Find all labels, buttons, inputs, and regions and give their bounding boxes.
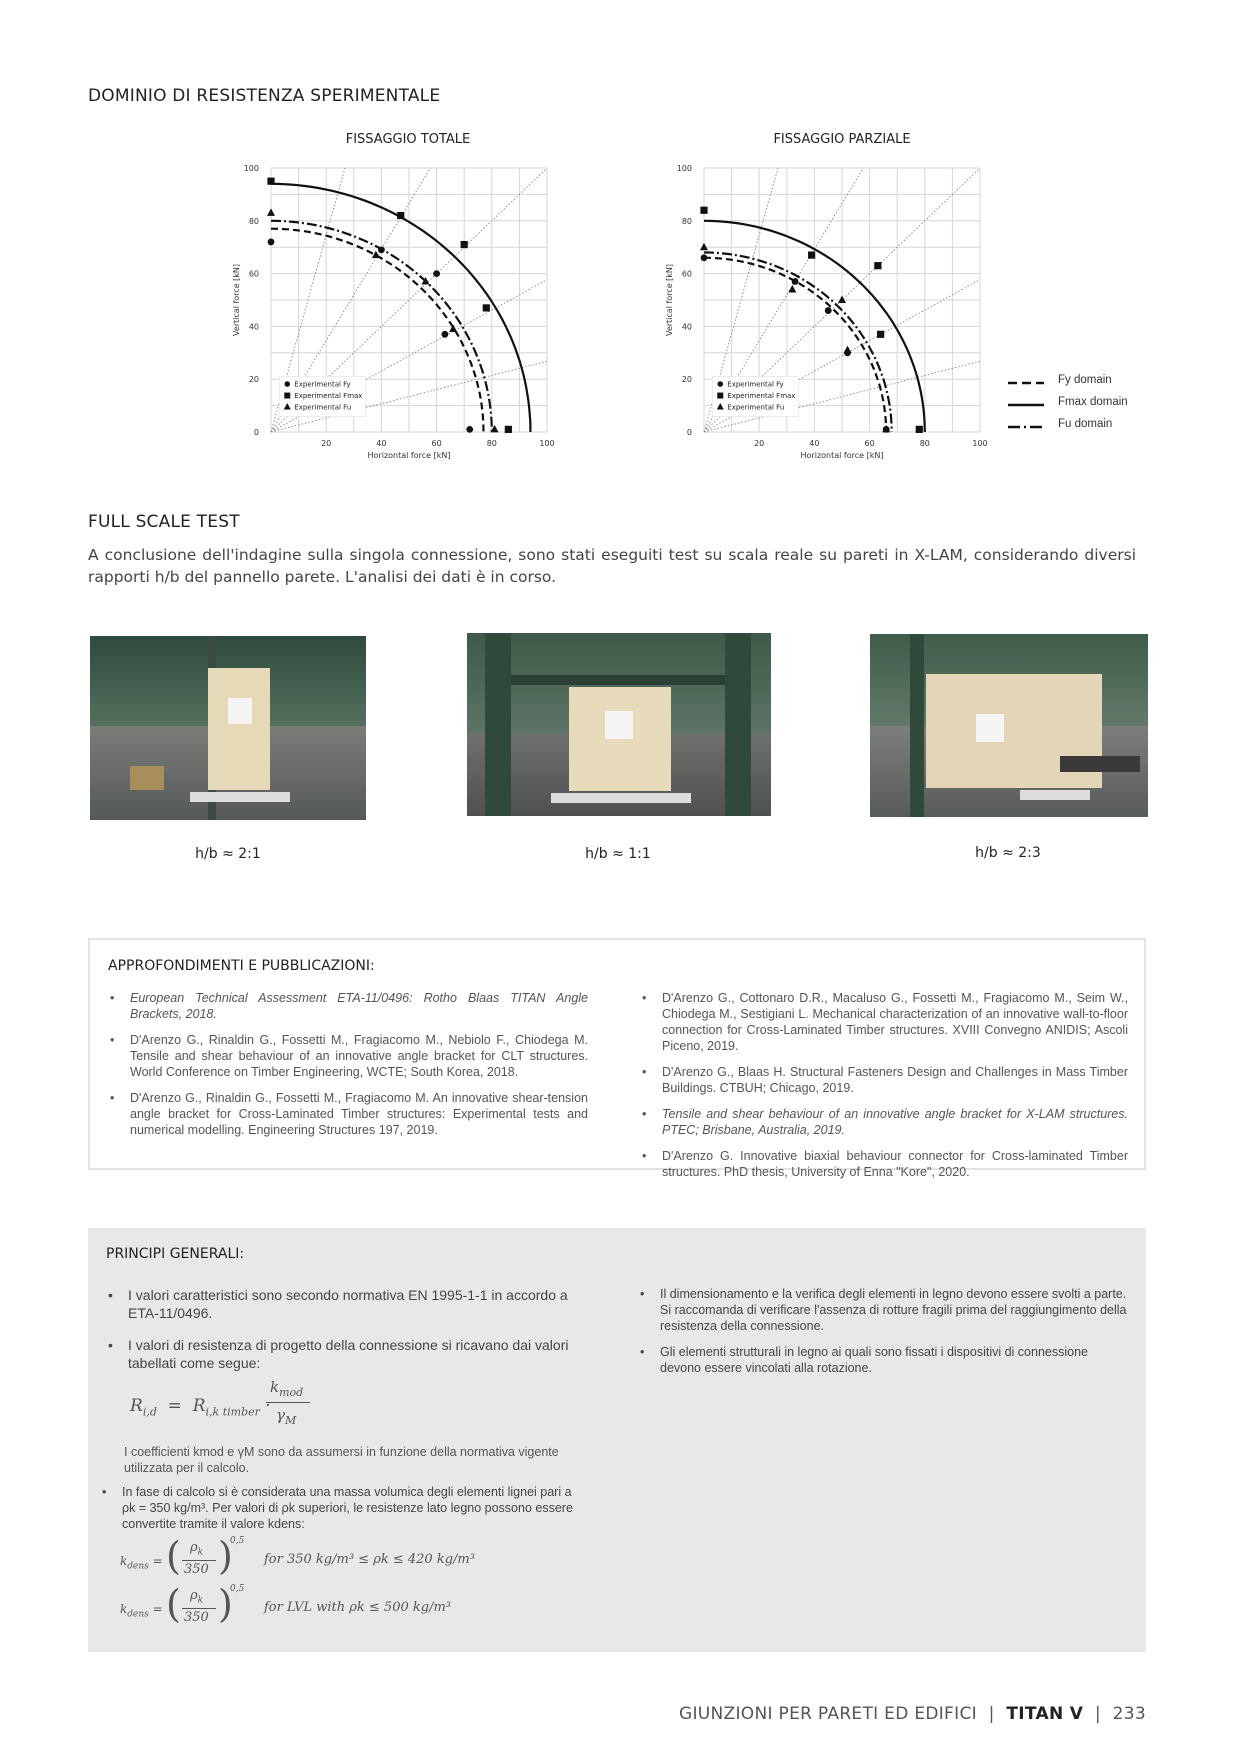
point-fy-marker [792, 278, 799, 285]
reference-item: • D'Arenzo G., Cottonaro D.R., Macaluso G., Fossetti M., Fragiacomo M., Seim W., Chiodega M., Sestigiani L. Mechanical characterization of an innovative wall-to-floor connection for Cross-Laminated Timber structures. XVIII Convegno ANIDIS; Ascoli Piceno, 2019. [640, 990, 1128, 1054]
point-fy-marker [825, 307, 832, 314]
ratio-label-2-3: h/b ≈ 2:3 [975, 845, 1041, 861]
point-fu-marker [700, 243, 708, 251]
y-tick-label: 0 [686, 428, 692, 437]
point-fy-marker [441, 331, 448, 338]
x-tick-label: 100 [972, 439, 988, 448]
legend-label: Experimental Fmax [294, 392, 363, 401]
y-tick-label: 80 [248, 216, 259, 226]
principle-item: • Il dimensionamento e la verifica degli elementi in legno devono essere svolti a parte. Si raccomanda di verificare l'assenza di rotture fragili prima del raggiungimento della resistenza della connessione. [638, 1286, 1128, 1334]
full-scale-description: A conclusione dell'indagine sulla singola connessione, sono stati eseguiti test su scala reale su pareti in X-LAM, considerando diversi rapporti h/b del pannello parete. L'analisi dei dati è in corso. [88, 546, 1136, 586]
x-tick-label: 40 [809, 439, 820, 448]
principle-item: • I valori caratteristici sono secondo normativa EN 1995-1-1 in accordo a ETA-11/0496. [106, 1286, 584, 1322]
legend-fu-domain: Fu domain [1058, 418, 1113, 430]
principles-title: PRINCIPI GENERALI: [106, 1246, 245, 1262]
point-fu-marker [449, 325, 457, 333]
legend-label: Experimental Fy [294, 380, 351, 389]
y-tick-label: 40 [681, 322, 692, 332]
point-fy-marker [433, 270, 440, 277]
y-axis-label: Vertical force [kN] [232, 263, 241, 337]
reference-item: • European Technical Assessment ETA-11/0496: Rotho Blaas TITAN Angle Brackets, 2018. [108, 990, 588, 1022]
legend-label: Experimental Fy [727, 380, 784, 389]
chart-fissaggio-totale [215, 160, 555, 470]
x-tick-label: 100 [539, 439, 555, 448]
x-tick-label: 20 [754, 439, 765, 448]
point-fu-marker [788, 285, 796, 293]
footer-product: TITAN V [1006, 1704, 1084, 1724]
references-box [88, 938, 1146, 1179]
footer-section: GIUNZIONI PER PARETI ED EDIFICI [679, 1704, 977, 1724]
chart-title-parziale: FISSAGGIO PARZIALE [773, 132, 911, 147]
legend-fy-marker [717, 381, 723, 387]
ratio-label-2-1: h/b ≈ 2:1 [195, 846, 261, 862]
x-axis-label: Horizontal force [kN] [800, 451, 884, 460]
principles-box [88, 1228, 1146, 1652]
section-title-domain: DOMINIO DI RESISTENZA SPERIMENTALE [88, 86, 441, 106]
point-fmax-marker [483, 304, 490, 311]
legend-label: Experimental Fu [294, 403, 352, 412]
x-tick-label: 80 [919, 439, 930, 448]
x-axis-label: Horizontal force [kN] [367, 451, 451, 460]
kdens-formula-2: $k_{dens}$ = ( $\rho_k$ 350 ) 0,5 for LVL with ρk ≤ 500 kg/m³ [120, 1582, 451, 1626]
point-fy-marker [268, 239, 275, 246]
principle-item: • Gli elementi strutturali in legno ai quali sono fissati i dispositivi di connessione devono essere vincolati alla rotazione. [638, 1344, 1128, 1376]
reference-item: • D'Arenzo G., Rinaldin G., Fossetti M., Fragiacomo M. An innovative shear-tension angle bracket for Cross-Laminated Timber structures: Experimental tests and numerical modelling. Engineering Structures 197, 2019. [108, 1090, 588, 1138]
reference-item: • D'Arenzo G., Rinaldin G., Fossetti M., Fragiacomo M., Nebiolo F., Chiodega M. Tensile and shear behaviour of an innovative angle bracket for CLT structures. World Conference on Timber Engineering, WCTE; South Korea, 2018. [108, 1032, 588, 1080]
x-tick-label: 80 [486, 439, 497, 448]
point-fmax-marker [267, 178, 274, 185]
x-tick-label: 60 [864, 439, 875, 448]
principles-left-list [106, 1286, 584, 1386]
legend-fy-marker [284, 381, 290, 387]
reference-item: • D'Arenzo G., Blaas H. Structural Fasteners Design and Challenges in Mass Timber Buildings. CTBUH; Chicago, 2019. [640, 1064, 1128, 1096]
y-tick-label: 100 [676, 164, 692, 173]
legend-label: Experimental Fmax [727, 392, 796, 401]
point-fmax-marker [700, 207, 707, 214]
y-tick-label: 0 [253, 428, 259, 437]
ratio-label-1-1: h/b ≈ 1:1 [585, 846, 651, 862]
point-fmax-marker [397, 212, 404, 219]
point-fy-marker [701, 254, 708, 261]
references-title: APPROFONDIMENTI E PUBBLICAZIONI: [108, 958, 375, 974]
point-fmax-marker [877, 331, 884, 338]
point-fy-marker [378, 246, 385, 253]
point-fmax-marker [808, 252, 815, 259]
x-tick-label: 20 [321, 439, 332, 448]
domain-legend [1006, 374, 1156, 440]
y-tick-label: 20 [681, 375, 692, 385]
y-tick-label: 20 [248, 375, 259, 385]
coefficient-note: I coefficienti kmod e γM sono da assumersi in funzione della normativa vigente utilizzata per il calcolo. [124, 1445, 559, 1475]
photo-test-1-1 [467, 633, 771, 816]
y-tick-label: 80 [681, 216, 692, 226]
legend-fy-domain: Fy domain [1058, 374, 1112, 386]
reference-item: • Tensile and shear behaviour of an innovative angle bracket for X-LAM structures. PTEC; Brisbane, Australia, 2019. [640, 1106, 1128, 1138]
footer-page-number: 233 [1112, 1704, 1146, 1724]
point-fmax-marker [874, 262, 881, 269]
chart-title-totale: FISSAGGIO TOTALE [345, 132, 471, 147]
y-tick-label: 60 [248, 269, 259, 279]
point-fu-marker [838, 296, 846, 304]
y-axis-label: Vertical force [kN] [665, 263, 674, 337]
principle-item: • In fase di calcolo si è considerata una massa volumica degli elementi lignei pari a ρk = 350 kg/m³. Per valori di ρk superiori, le resistenze lato legno possono essere convertite tramite il valore kdens: [100, 1484, 584, 1532]
legend-fmax-marker [284, 393, 290, 399]
legend-fmax-marker [717, 393, 723, 399]
photo-test-2-3 [870, 634, 1148, 817]
kdens-formula-1: $k_{dens}$ = ( $\rho_k$ 350 ) 0,5 for 350 kg/m³ ≤ ρk ≤ 420 kg/m³ [120, 1534, 475, 1578]
references-left-list [108, 990, 588, 1148]
page-footer: GIUNZIONI PER PARETI ED EDIFICI | TITAN V | 233 [679, 1704, 1146, 1724]
principles-right-list [638, 1286, 1128, 1386]
point-fmax-marker [461, 241, 468, 248]
point-fy-marker [466, 426, 473, 433]
point-fmax-marker [916, 426, 923, 433]
legend-fmax-domain: Fmax domain [1058, 396, 1128, 408]
reference-item: • D'Arenzo G. Innovative biaxial behaviour connector for Cross-laminated Timber structures. PhD thesis, University of Enna "Kore", 2020. [640, 1148, 1128, 1180]
photo-test-2-1 [90, 636, 366, 820]
x-tick-label: 40 [376, 439, 387, 448]
point-fu-marker [844, 346, 852, 354]
chart-fissaggio-parziale [648, 160, 988, 470]
section-title-full-scale: FULL SCALE TEST [88, 512, 240, 532]
point-fu-marker [267, 208, 275, 216]
y-tick-label: 60 [681, 269, 692, 279]
y-tick-label: 100 [243, 164, 259, 173]
references-right-list [640, 990, 1128, 1190]
y-tick-label: 40 [248, 322, 259, 332]
x-tick-label: 60 [431, 439, 442, 448]
design-resistance-formula: $R_{i,d} = R_{i,k timber}$ · $k_{mod}$ $\gamma_M$ [130, 1378, 390, 1434]
legend-label: Experimental Fu [727, 403, 785, 412]
principle-item: • I valori di resistenza di progetto della connessione si ricavano dai valori tabellati come segue: [106, 1336, 584, 1372]
point-fmax-marker [505, 426, 512, 433]
